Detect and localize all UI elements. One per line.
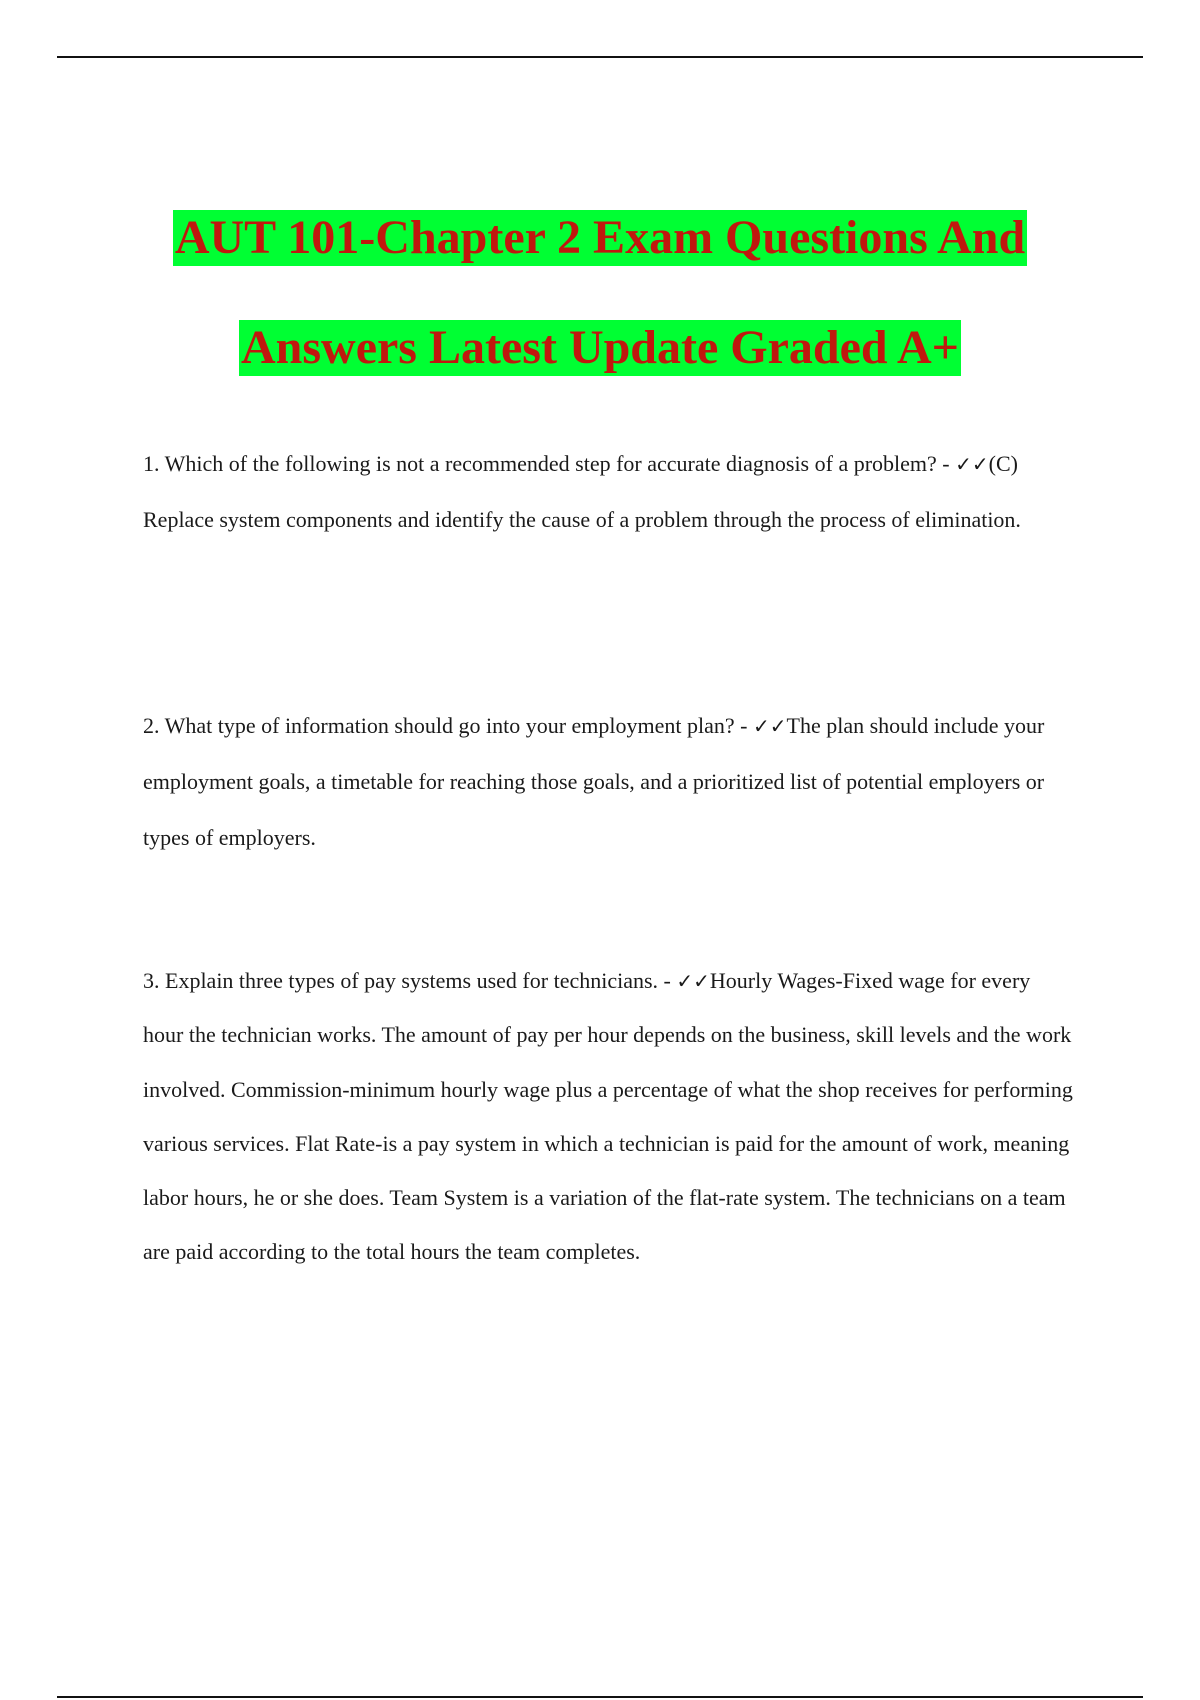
- check-icon: ✓✓: [955, 452, 989, 476]
- check-icon: ✓✓: [752, 714, 787, 738]
- title-line-2: [0, 320, 1200, 430]
- question-text: 3. Explain three types of pay systems used for technicians. -: [143, 968, 671, 993]
- bottom-rule: [57, 1696, 1143, 1698]
- qa-item: [143, 698, 1073, 866]
- qa-item: [143, 436, 1073, 548]
- check-icon: ✓✓: [676, 969, 710, 993]
- answer-text: Hourly Wages-Fixed wage for every hour the technician works. The amount of pay per hour depends on the business, skill levels and the work involved. Commission-minimum hourly wage plus a percentage of what the shop receives for performing various services. Flat Rate-is a pay system in which a technician is paid for the amount of work, meaning labor hours, he or she does. Team System is a variation of the flat-rate system. The technicians on a team are paid according to the total hours the team completes.: [143, 968, 1073, 1265]
- title-text-1: AUT 101-Chapter 2 Exam Questions And: [174, 211, 1026, 264]
- document-title: [0, 210, 1200, 430]
- top-rule: [57, 56, 1143, 58]
- title-line-1: [0, 210, 1200, 320]
- title-text-2: Answers Latest Update Graded A+: [240, 321, 959, 374]
- answer-text: The plan should include your employment goals, a timetable for reaching those goals, and a prioritized list of potential employers or types of employers.: [143, 713, 1045, 850]
- answer-text: (C) Replace system components and identify the cause of a problem through the process of elimination.: [143, 451, 1021, 532]
- qa-item: [143, 954, 1073, 1280]
- question-text: 2. What type of information should go into your employment plan? -: [143, 713, 748, 738]
- question-text: 1. Which of the following is not a recommended step for accurate diagnosis of a problem? -: [143, 451, 950, 476]
